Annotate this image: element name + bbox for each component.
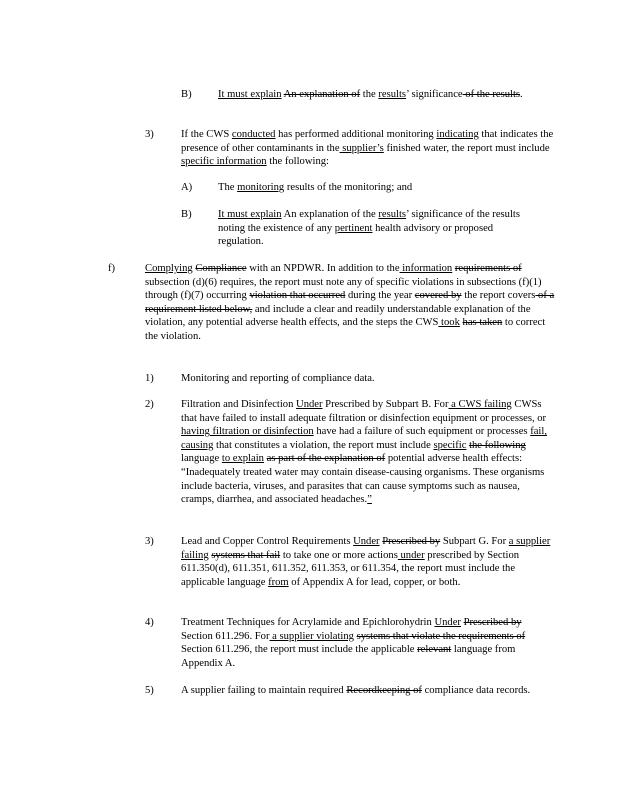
text-run: language from Appendix A. <box>181 644 516 669</box>
item-label: 1) <box>145 373 154 384</box>
paragraph-b1 <box>218 88 548 102</box>
text-run: Filtration and Disinfection <box>181 399 297 410</box>
paragraph-f4 <box>181 616 555 670</box>
inserted-text: Under <box>296 399 323 410</box>
inserted-text: fail, causing <box>181 426 547 451</box>
inserted-text: It must explain <box>218 89 282 100</box>
text-run: of Appendix A for lead, copper, or both. <box>288 576 461 588</box>
text-run: Prescribed by Subpart B. For <box>322 399 449 410</box>
text-run: Treatment Techniques for Acrylamide and Epichlorohydrin <box>181 617 435 628</box>
deleted-text: Compliance <box>195 263 247 274</box>
deleted-text: the following <box>469 439 526 451</box>
inserted-text: Complying <box>145 263 193 274</box>
item-label: 3) <box>145 129 154 140</box>
text-run: to take one or more actions <box>280 549 398 561</box>
text-run: Lead and Copper Control Requirements <box>181 536 354 547</box>
text-run: subsection (d)(6) requires, the report must note any of specific violations in subsections (f)(1) through (f)(7) occurring <box>145 276 542 302</box>
inserted-text: Under <box>434 617 461 628</box>
paragraph-f5 <box>181 684 551 698</box>
text-run: language <box>181 453 222 465</box>
deleted-text: systems that fail <box>211 549 281 561</box>
deleted-text: Prescribed by <box>463 617 522 628</box>
inserted-text: specific information <box>181 156 267 168</box>
inserted-text: a CWS failing <box>448 399 512 410</box>
text-run: An explanation of the <box>281 209 379 220</box>
inserted-text: ” <box>367 494 372 506</box>
text-run: Subpart G. For <box>440 536 509 547</box>
text-run: Monitoring and reporting of compliance data. <box>181 373 375 384</box>
text-run: potential adverse health effects: “Inadequately treated water may contain disease-causing organisms. These organisms include bacteria, viruses, and parasites that can cause symptoms such as nausea, cramps, diarrhea, and associated headaches. <box>181 453 545 506</box>
text-run: A supplier failing to maintain required <box>181 685 347 696</box>
paragraph-f <box>145 262 556 344</box>
text-run: the report covers <box>461 290 536 302</box>
text-run: the following: <box>266 156 329 168</box>
inserted-text: took <box>438 317 460 329</box>
deleted-text: of a requirement listed below, <box>145 290 555 315</box>
paragraph-3 <box>181 128 559 169</box>
inserted-text: pertinent <box>334 222 373 234</box>
text-run: Section 611.296. For <box>181 630 270 642</box>
paragraph-f2 <box>181 398 555 507</box>
text-run: during the year <box>345 290 415 302</box>
text-run: The <box>218 182 238 193</box>
deleted-text: of the results <box>462 89 521 100</box>
text-run: If the CWS <box>181 129 232 140</box>
deleted-text: systems that violate the requirements of <box>356 630 526 642</box>
text-run: and include a clear and readily understandable explanation of the violation, any potential adverse health effects, and the steps the CWS <box>145 303 531 329</box>
text-run: the <box>360 89 379 100</box>
item-label: A) <box>181 182 193 193</box>
text-run: with an NPDWR. In addition to the <box>246 263 400 274</box>
deleted-text: Prescribed by <box>382 536 441 547</box>
item-label: B) <box>181 89 192 100</box>
inserted-text: results <box>378 209 407 220</box>
inserted-text: conducted <box>231 129 276 140</box>
inserted-text: Under <box>353 536 380 547</box>
inserted-text: indicating <box>436 129 479 140</box>
inserted-text: It must explain <box>218 209 282 220</box>
item-label: B) <box>181 209 192 220</box>
deleted-text: requirements of <box>454 263 522 274</box>
text-run: that indicates the presence of other contaminants in the <box>181 129 554 154</box>
inserted-text: monitoring <box>237 182 285 193</box>
inserted-text: to explain <box>221 453 264 465</box>
inserted-text: a supplier violating <box>269 630 354 642</box>
inserted-text: results <box>378 89 407 100</box>
paragraph-f1 <box>181 372 551 386</box>
paragraph-f3 <box>181 535 551 589</box>
item-label: 5) <box>145 685 154 696</box>
text-run: finished water, the report must include <box>383 142 550 154</box>
deleted-text: has taken <box>462 317 503 329</box>
deleted-text: Recordkeeping of <box>346 685 422 696</box>
deleted-text: violation that occurred <box>249 290 346 302</box>
text-run: results of the monitoring; and <box>284 182 413 193</box>
text-run: to correct the violation. <box>145 317 546 342</box>
deleted-text: relevant <box>417 644 452 656</box>
item-label: 4) <box>145 617 154 628</box>
inserted-text: under <box>397 549 425 561</box>
paragraph-a <box>218 181 558 195</box>
text-run: ’ significance <box>406 89 463 100</box>
paragraph-b2 <box>218 208 534 249</box>
item-label: 2) <box>145 399 154 410</box>
text-run: Section 611.296, the report must include the applicable <box>181 644 418 656</box>
text-run: has performed additional monitoring <box>275 129 437 140</box>
deleted-text: covered by <box>414 290 462 302</box>
item-label: f) <box>108 263 116 274</box>
text-run: that constitutes a violation, the report must include <box>213 439 434 451</box>
inserted-text: specific <box>433 439 467 451</box>
text-run: health advisory or proposed regulation. <box>218 222 494 248</box>
text-run: . <box>520 89 523 100</box>
text-run: CWSs that have failed to install adequate filtration or disinfection equipment or processes, or <box>181 399 547 424</box>
inserted-text: information <box>399 263 453 274</box>
deleted-text: An explanation of <box>283 89 361 100</box>
inserted-text: having filtration or disinfection <box>181 426 314 438</box>
inserted-text: from <box>268 576 289 588</box>
inserted-text: supplier’s <box>339 142 384 154</box>
deleted-text: as part of the explanation of <box>266 453 386 465</box>
text-run: have had a failure of such equipment or processes <box>313 426 531 438</box>
item-label: 3) <box>145 536 154 547</box>
text-run: compliance data records. <box>421 685 531 696</box>
inserted-text: a supplier failing <box>181 536 551 561</box>
text-run: prescribed by Section 611.350(d), 611.351, 611.352, 611.353, or 611.354, the report must include the applicable language <box>181 549 520 588</box>
text-run: ’ significance of the results noting the existence of any <box>218 209 520 234</box>
